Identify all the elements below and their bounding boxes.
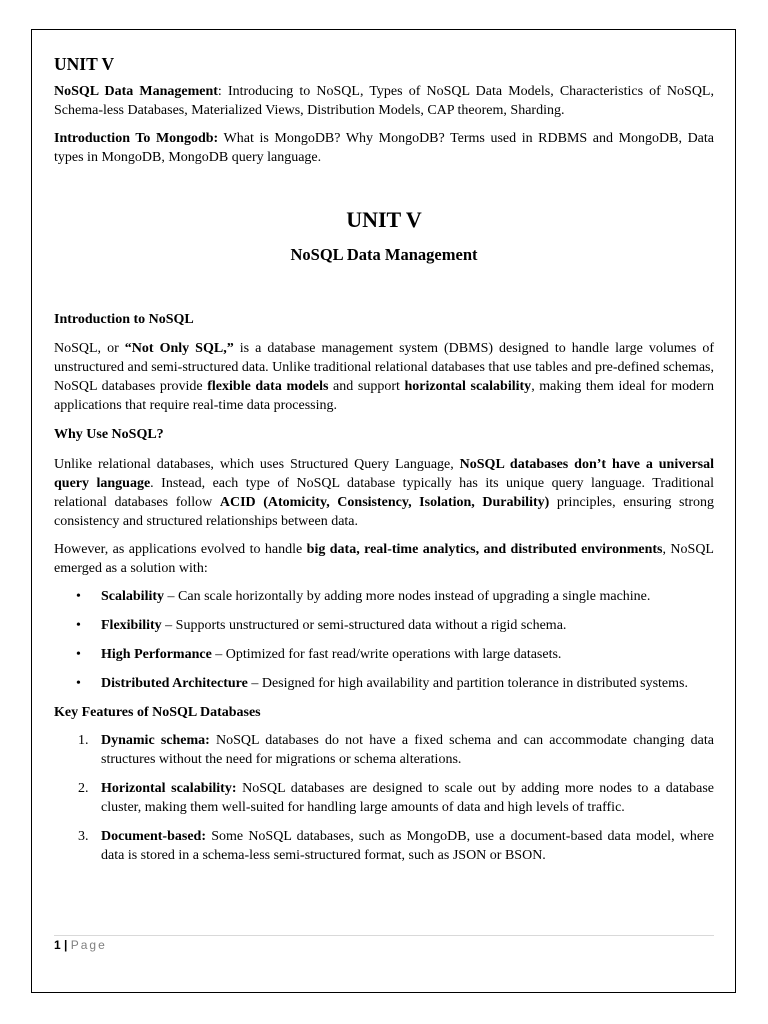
list-item — [54, 645, 714, 664]
intro-paragraph — [54, 339, 714, 415]
why-paragraph-2 — [54, 540, 714, 578]
list-number: 1. — [78, 733, 89, 748]
text-run: is a database management system (DBMS) designed to handle large volumes of unstructured and semi-structured data. Unlike traditional relational databases that use tables and pre-defined schemas, NoSQL databases provide — [54, 341, 714, 394]
syllabus-mongodb-title: Introduction To Mongodb: — [54, 131, 219, 146]
page-title: UNIT V — [346, 207, 422, 232]
list-item-term: High Performance — [101, 647, 212, 662]
list-item-text: – Designed for high availability and partition tolerance in distributed systems. — [247, 676, 688, 691]
text-run-bold: ACID (Atomicity, Consistency, Isolation, Durability) — [219, 495, 550, 510]
text-run: NoSQL, or — [54, 341, 125, 356]
text-run-bold: horizontal scalability — [404, 379, 532, 394]
list-number: 3. — [78, 829, 89, 844]
bullet-icon: • — [76, 589, 81, 604]
text-run-bold: flexible data models — [207, 379, 329, 394]
document-body — [54, 53, 714, 875]
syllabus-nosql — [54, 82, 714, 120]
list-item-text: Some NoSQL databases, such as MongoDB, use a document-based data model, where data is stored in a schema-less semi-structured format, such as JSON or BSON. — [101, 829, 714, 863]
list-item-text: NoSQL databases are designed to scale out by adding more nodes to a database cluster, making them well-suited for handling large amounts of data and high levels of traffic. — [101, 781, 714, 815]
list-item-term: Document-based: — [101, 829, 206, 844]
text-run: principles, ensuring strong consistency and structured relationships between data. — [54, 495, 715, 529]
list-item-text: NoSQL databases do not have a fixed schema and can accommodate changing data structures without the need for migrations or schema alterations. — [101, 733, 714, 767]
list-item-term: Distributed Architecture — [101, 676, 248, 691]
page-label: Page — [70, 938, 107, 952]
list-item-term: Horizontal scalability: — [101, 781, 237, 796]
syllabus-nosql-topics: : Introducing to NoSQL, Types of NoSQL Data Models, Characteristics of NoSQL, Schema-less Databases, Materialized Views, Distribution Models, CAP theorem, Sharding. — [54, 84, 714, 118]
section-heading-why: Why Use NoSQL? — [54, 427, 164, 442]
list-item-term: Dynamic schema: — [101, 733, 210, 748]
syllabus-mongodb-topics: What is MongoDB? Why MongoDB? Terms used in RDBMS and MongoDB, Data types in MongoDB, MongoDB query language. — [54, 131, 715, 165]
page-subtitle: NoSQL Data Management — [290, 245, 478, 264]
list-number: 2. — [78, 781, 89, 796]
syllabus-mongodb — [54, 129, 714, 167]
list-item-text: – Can scale horizontally by adding more nodes instead of upgrading a single machine. — [164, 589, 651, 604]
syllabus-nosql-title: NoSQL Data Management — [54, 84, 218, 99]
list-item — [54, 731, 714, 769]
bullet-icon: • — [76, 618, 81, 633]
features-list — [54, 731, 714, 865]
text-run: Unlike relational databases, which uses Structured Query Language, — [54, 457, 460, 472]
text-run: , NoSQL emerged as a solution with: — [54, 542, 714, 576]
list-item-text: – Optimized for fast read/write operations with large datasets. — [211, 647, 562, 662]
page-footer — [54, 935, 714, 952]
text-run: , making them ideal for modern applications that require real-time data processing. — [54, 379, 714, 413]
list-item — [54, 827, 714, 865]
list-item — [54, 674, 714, 693]
unit-label: UNIT V — [54, 54, 115, 74]
page-separator: | — [60, 938, 71, 952]
page-number: 1 — [54, 938, 61, 952]
list-item — [54, 587, 714, 606]
text-run: However, as applications evolved to handle — [54, 542, 307, 557]
why-paragraph-1 — [54, 455, 714, 531]
list-item-text: – Supports unstructured or semi-structured data without a rigid schema. — [161, 618, 567, 633]
text-run-bold: NoSQL databases don’t have a universal query language — [54, 457, 714, 491]
section-heading-features: Key Features of NoSQL Databases — [54, 705, 261, 720]
text-run: . Instead, each type of NoSQL database typically has its unique query language. Traditional relational databases follow — [54, 476, 714, 510]
bullet-icon: • — [76, 647, 81, 662]
section-heading-intro: Introduction to NoSQL — [54, 312, 194, 327]
bullet-icon: • — [76, 676, 81, 691]
benefits-list — [54, 587, 714, 693]
list-item — [54, 616, 714, 635]
list-item-term: Scalability — [101, 589, 165, 604]
list-item-term: Flexibility — [101, 618, 162, 633]
list-item — [54, 779, 714, 817]
text-run: and support — [328, 379, 405, 394]
text-run-bold: “Not Only SQL,” — [124, 341, 234, 356]
text-run-bold: big data, real-time analytics, and distributed environments — [306, 542, 663, 557]
